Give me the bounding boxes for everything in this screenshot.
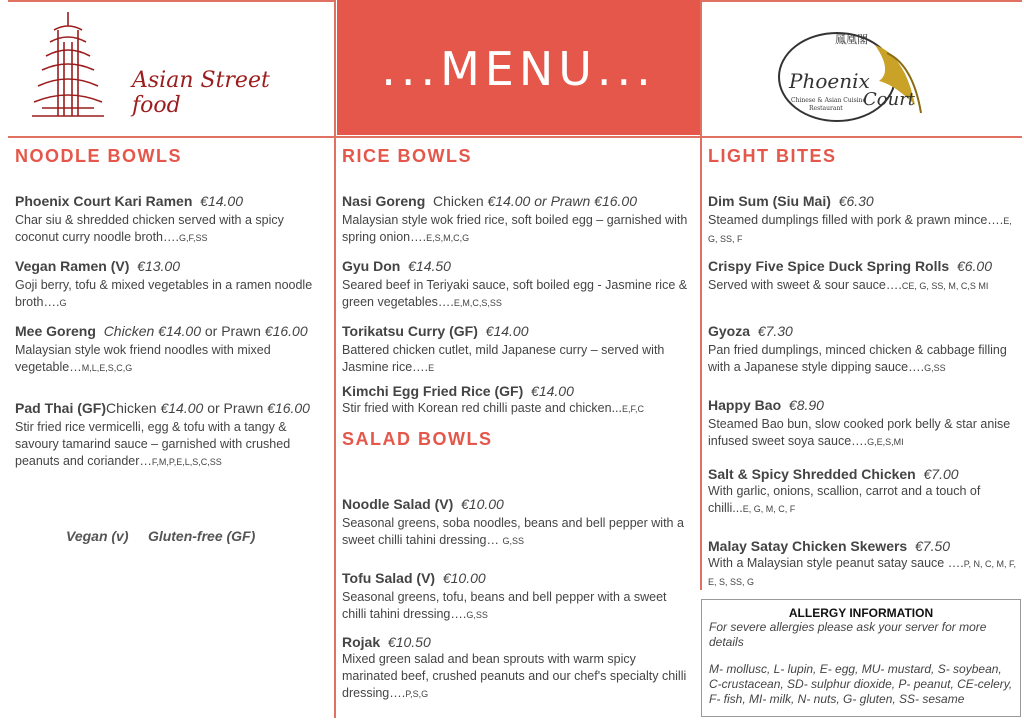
menu-item [708, 397, 1020, 451]
item-price: €10.00 [461, 496, 504, 512]
top-border-right [702, 0, 1022, 2]
allergen-codes: G [59, 298, 67, 308]
item-name: Mee Goreng [15, 323, 96, 339]
allergen-codes: G,E,S,MI [867, 437, 904, 447]
item-name: Salt & Spicy Shredded Chicken [708, 466, 916, 482]
item-desc: Served with sweet & sour sauce…. [708, 278, 902, 292]
item-name: Torikatsu Curry (GF) [342, 323, 478, 339]
item-price: €13.00 [137, 258, 180, 274]
allergen-codes: E, G, SS, F [708, 216, 1012, 244]
allergen-codes: G,SS [502, 536, 525, 546]
item-name: Crispy Five Spice Duck Spring Rolls [708, 258, 950, 274]
item-name: Dim Sum (Siu Mai) [708, 193, 831, 209]
menu-item [342, 383, 692, 418]
item-price-chicken: €14.00 [160, 400, 204, 416]
menu-item [342, 323, 692, 377]
item-name: Vegan Ramen (V) [15, 258, 130, 274]
item-name: Tofu Salad (V) [342, 570, 436, 586]
menu-item [342, 193, 692, 247]
logo-court: Court [863, 89, 916, 110]
item-variant: Chicken [433, 193, 484, 209]
item-desc: Pan fried dumplings, minced chicken & cabbage filling with a Japanese style dipping sauce…. [708, 343, 1007, 374]
item-price-prawn: €16.00 [594, 193, 637, 209]
item-price: €7.00 [923, 466, 959, 482]
menu-item [15, 400, 327, 471]
menu-title: ...MENU... [381, 42, 656, 96]
item-desc: Stir fried rice vermicelli, egg & tofu with a tangy & savoury tamarind sauce – garnished with crushed peanuts and coriander… [15, 420, 291, 468]
item-name: Gyu Don [342, 258, 401, 274]
phoenix-court-logo [775, 25, 935, 125]
logo-seal: 鳳凰閣 [835, 33, 868, 46]
allergen-codes: G,F,SS [178, 233, 208, 243]
section-title-light-bites: LIGHT BITES [708, 146, 837, 166]
allergen-codes: E, G, M, C, F [742, 504, 796, 514]
allergen-codes: M,L,E,S,C,G [81, 363, 133, 373]
allergen-codes: CE, G, SS, M, C,S MI [901, 281, 989, 291]
rice-salad-column [342, 146, 692, 718]
item-price: €14.00 [531, 383, 574, 399]
item-price: €7.30 [757, 323, 793, 339]
allergen-codes: F,M,P,E,L,S,C,SS [151, 457, 222, 467]
logo-name: Phoenix [789, 69, 870, 93]
allergy-note: For severe allergies please ask your server for more details [709, 620, 987, 649]
item-price: €6.30 [838, 193, 874, 209]
section-title-noodle: NOODLE BOWLS [15, 146, 182, 166]
item-price: €14.50 [408, 258, 451, 274]
item-price-prawn: €16.00 [264, 323, 308, 339]
column-divider-1 [334, 0, 336, 718]
item-name: Noodle Salad (V) [342, 496, 454, 512]
allergen-codes: E,M,C,S,SS [453, 298, 502, 308]
item-price: €14.00 [200, 193, 243, 209]
item-price: €14.00 [485, 323, 529, 339]
menu-item [708, 538, 1020, 591]
item-or-prawn: or Prawn [207, 400, 264, 416]
menu-item [708, 466, 1020, 518]
item-name: Kimchi Egg Fried Rice (GF) [342, 383, 524, 399]
item-name: Happy Bao [708, 397, 782, 413]
item-desc: Char siu & shredded chicken served with a spicy coconut curry noodle broth…. [15, 213, 284, 244]
menu-item [15, 258, 327, 312]
item-desc: With garlic, onions, scallion, carrot and a touch of chilli... [708, 484, 981, 515]
item-price: €10.00 [442, 570, 486, 586]
item-price: €7.50 [915, 538, 951, 554]
item-name: Pad Thai (GF) [15, 400, 106, 416]
menu-item [708, 258, 1020, 295]
item-desc: Mixed green salad and bean sprouts with warm spicy marinated beef, crushed peanuts and our chef's specialty chilli dressing…. [342, 652, 687, 700]
allergen-codes: P, N, C, M, F, E, S, SS, G [708, 559, 1017, 587]
allergen-codes: E,S,M,C,G [426, 233, 470, 243]
item-desc: Seasonal greens, tofu, beans and bell pepper with a sweet chilli tahini dressing…. [342, 590, 667, 621]
top-border-left [8, 0, 334, 2]
item-price-prawn: €16.00 [267, 400, 310, 416]
menu-item [342, 258, 692, 312]
item-or-prawn: or Prawn [204, 323, 261, 339]
item-name: Phoenix Court Kari Ramen [15, 193, 193, 209]
item-desc: Steamed Bao bun, slow cooked pork belly & star anise infused sweet soya sauce…. [708, 417, 1011, 448]
item-desc: Seasonal greens, soba noodles, beans and bell pepper with a sweet chilli tahini dressing… [342, 516, 684, 547]
menu-item [15, 193, 327, 247]
item-name: Rojak [342, 634, 381, 650]
allergy-title: ALLERGY INFORMATION [788, 606, 934, 620]
menu-item [708, 193, 1020, 248]
allergen-codes: G,SS [466, 610, 488, 620]
menu-item [342, 570, 692, 624]
item-variant: Chicken [106, 400, 157, 416]
item-desc: Stir fried with Korean red chilli paste and chicken... [342, 401, 622, 415]
allergy-key: M- mollusc, L- lupin, E- egg, MU- mustard, S- soybean, C-crustacean, SD- sulphur dioxide, P- peanut, CE-celery, F- fish, MI- milk, N- nuts, G- gluten, SS- sesame [709, 662, 1013, 706]
section-title-rice: RICE BOWLS [342, 146, 472, 166]
allergen-codes: E [428, 363, 435, 373]
item-price: €6.00 [956, 258, 993, 274]
menu-item [708, 323, 1020, 377]
item-desc: Goji berry, tofu & mixed vegetables in a ramen noodle broth…. [15, 278, 313, 309]
menu-item [15, 323, 327, 377]
allergen-codes: G,SS [924, 363, 946, 373]
column-divider-2 [700, 0, 702, 590]
item-desc: Battered chicken cutlet, mild Japanese curry – served with Jasmine rice…. [342, 343, 665, 374]
item-name: Nasi Goreng [342, 193, 426, 209]
item-or-prawn: or Prawn [534, 193, 591, 209]
item-price: €10.50 [387, 634, 431, 650]
section-title-salad: SALAD BOWLS [342, 429, 493, 449]
allergen-codes: E,F,C [622, 404, 645, 414]
logo-tagline: Chinese & Asian Cuisine [791, 97, 867, 104]
logo-tagline-2: Restaurant [809, 105, 843, 112]
item-name: Malay Satay Chicken Skewers [708, 538, 908, 554]
item-name: Gyoza [708, 323, 751, 339]
pagoda-icon [28, 12, 108, 122]
menu-item [342, 496, 692, 550]
noodle-column [15, 146, 327, 706]
logo-text: Asian Street food [132, 68, 270, 118]
menu-item [342, 634, 692, 703]
item-price: €8.90 [788, 397, 824, 413]
item-price-chicken: Chicken €14.00 [103, 323, 201, 339]
item-desc: Malaysian style wok friend noodles with mixed vegetable… [15, 343, 271, 374]
header-divider [8, 136, 1022, 138]
item-desc: With a Malaysian style peanut satay sauce …. [708, 556, 964, 570]
item-desc: Malaysian style wok fried rice, soft boiled egg – garnished with spring onion…. [342, 213, 688, 244]
allergy-info-box [701, 599, 1021, 717]
item-desc: Seared beef in Teriyaki sauce, soft boiled egg - Jasmine rice & green vegetables…. [342, 278, 688, 309]
menu-banner [337, 0, 700, 135]
allergen-codes: P,S,G [405, 689, 429, 699]
light-bites-column [708, 146, 1020, 590]
item-price-chicken: €14.00 [487, 193, 531, 209]
diet-legend: Vegan (v) Gluten-free (GF) [66, 528, 256, 544]
asian-street-food-logo [28, 12, 318, 122]
item-desc: Steamed dumplings filled with pork & prawn mince…. [708, 213, 1004, 227]
